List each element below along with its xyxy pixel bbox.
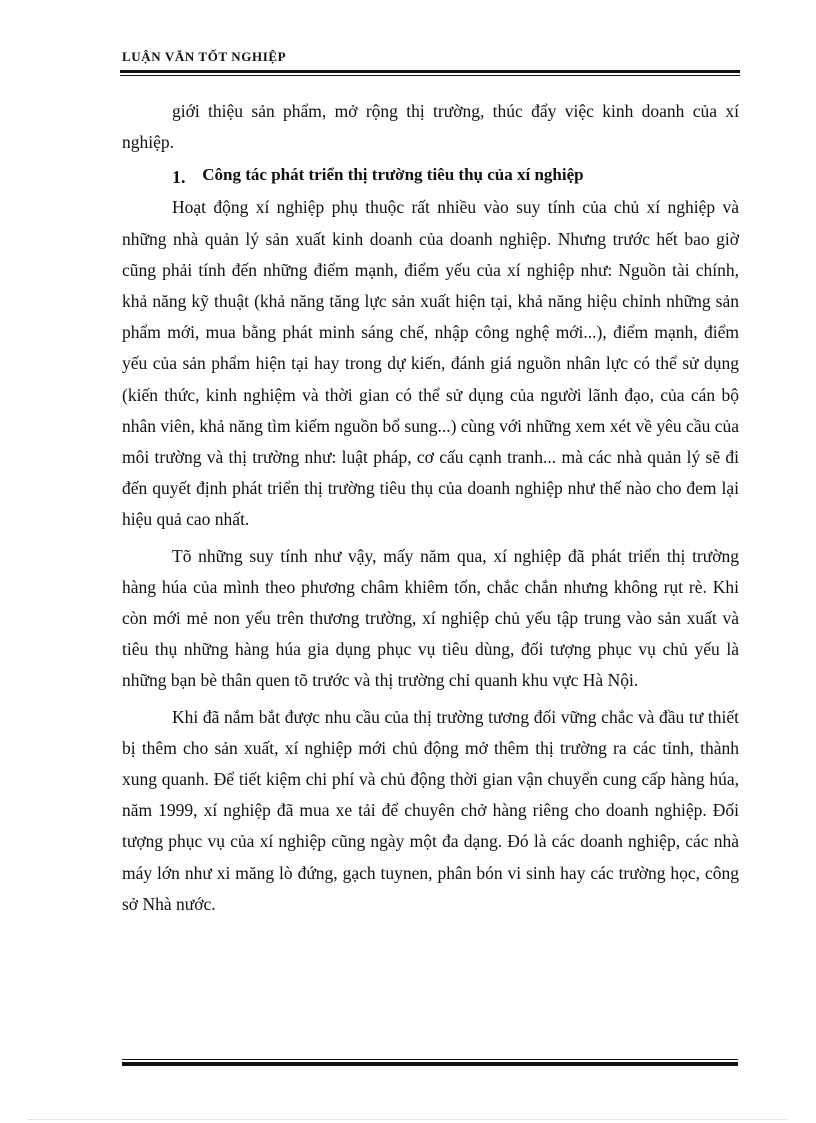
header-rule-thin — [120, 75, 740, 76]
body-content — [122, 96, 739, 920]
page-bottom-edge — [28, 1119, 788, 1120]
body-paragraph-2: Tõ những suy tính như vậy, mấy năm qua, xí nghiệp đã phát triển thị trường hàng húa của mình theo phương châm khiêm tốn, chắc chắn nhưng không rụt rè. Khi còn mới mẻ non yếu trên thương trường, xí nghiệp chủ yếu tập trung vào sản xuất và tiêu thụ những hàng húa gia dụng phục vụ tiêu dùng, đối tượng phục vụ chủ yếu là những bạn bè thân quen tõ trước và thị trường chỉ quanh khu vực Hà Nội. — [122, 545, 739, 691]
footer-rule-thin — [122, 1059, 738, 1060]
running-header-title: LUẬN VĂN TỐT NGHIỆP — [122, 49, 287, 64]
section-heading — [122, 159, 739, 190]
footer-rule-thick — [122, 1062, 738, 1066]
section-number: 1. — [172, 167, 186, 188]
body-paragraph-3: Khi đã nắm bắt được nhu cầu của thị trường tương đối vững chắc và đầu tư thiết bị thêm cho sản xuất, xí nghiệp mới chủ động mở thêm thị trường ra các tỉnh, thành xung quanh. Để tiết kiệm chi phí và chủ động thời gian vận chuyển cung cấp hàng húa, năm 1999, xí nghiệp đã mua xe tải để chuyên chở hàng riêng cho doanh nghiệp. Đối tượng phục vụ của xí nghiệp cũng ngày một đa dạng. Đó là các doanh nghiệp, các nhà máy lớn như xi măng lò đứng, gạch tuynen, phân bón vi sinh hay các trường học, công sở Nhà nước. — [122, 706, 739, 914]
continuation-paragraph: giới thiệu sản phẩm, mở rộng thị trường, thúc đẩy việc kinh doanh của xí nghiệp. — [122, 101, 739, 153]
body-paragraph-1: Hoạt động xí nghiệp phụ thuộc rất nhiều vào suy tính của chủ xí nghiệp và những nhà quản lý sản xuất kinh doanh của doanh nghiệp. Nhưng trước hết bao giờ cũng phải tính đến những điểm mạnh, điểm yếu của xí nghiệp như: Nguồn tài chính, khả năng kỹ thuật (khả năng tăng lực sản xuất hiện tại, khả năng hiệu chỉnh những sản phẩm mới, mua bằng phát minh sáng chế, nhập công nghệ mới...), điểm mạnh, điểm yếu của sản phẩm hiện tại hay trong dự kiến, đánh giá nguồn nhân lực có thể sử dụng (kiến thức, kinh nghiệm và thời gian có thể sử dụng của người lãnh đạo, của cán bộ nhân viên, khả năng tìm kiếm nguồn bổ sung...) cùng với những xem xét về yêu cầu của môi trường và thị trường như: luật pháp, cơ cấu cạnh tranh... mà các nhà quản lý sẽ đi đến quyết định phát triển thị trường tiêu thụ của doanh nghiệp như thế nào cho đem lại hiệu quả cao nhất. — [122, 197, 740, 530]
section-title: Công tác phát triển thị trường tiêu thụ của xí nghiệp — [202, 165, 584, 185]
header-rule-thick — [120, 70, 740, 73]
